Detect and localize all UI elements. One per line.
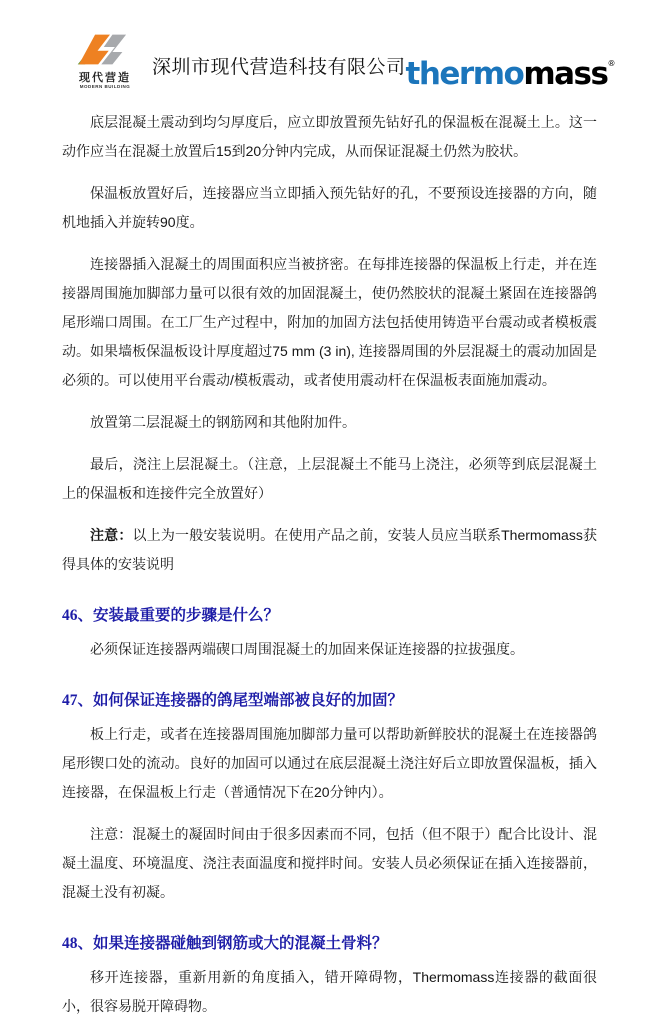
intro-paragraph: 底层混凝土震动到均匀厚度后，应立即放置预先钻好孔的保温板在混凝土上。这一动作应当在混凝土放置后15到20分钟内完成，从而保证混凝土仍然为胶状。 xyxy=(62,114,597,159)
question-heading-47: 47、如何保证连接器的鸽尾型端部被良好的加固？ xyxy=(62,692,404,709)
question-heading-48: 48、如果连接器碰触到钢筋或大的混凝土骨料？ xyxy=(62,935,388,952)
intro-paragraph: 最后，浇注上层混凝土。（注意，上层混凝土不能马上浇注，必须等到底层混凝土上的保温板和连接件完全放置好） xyxy=(62,456,597,501)
intro-paragraph: 保温板放置好后，连接器应当立即插入预先钻好的孔，不要预设连接器的方向，随机地插入并旋转90度。 xyxy=(62,185,597,230)
answer-48 xyxy=(62,963,597,1021)
answer-paragraph: 板上行走，或者在连接器周围施加脚部力量可以帮助新鲜胶状的混凝土在连接器鸽尾形锲口处的流动。良好的加固可以通过在底层混凝土浇注好后立即放置保温板，插入连接器，在保温板上行走（普通情况下在20分钟内）。 xyxy=(62,726,597,800)
qa-section-47 xyxy=(62,690,597,907)
question-heading-46: 46、安装最重要的步骤是什么？ xyxy=(62,607,280,624)
note-text: 以上为一般安装说明。在使用产品之前，安装人员应当联系Thermomass获得具体的安装说明 xyxy=(62,527,597,572)
answer-paragraph: 移开连接器，重新用新的角度插入，错开障碍物，Thermomass连接器的截面很小，很容易脱开障碍物。 xyxy=(62,969,597,1014)
company-logo xyxy=(62,32,148,90)
answer-47 xyxy=(62,720,597,907)
thermomass-wordmark xyxy=(406,48,616,90)
answer-paragraph: 必须保证连接器两端碶口周围混凝土的加固来保证连接器的拉拔强度。 xyxy=(90,641,524,657)
qa-section-48 xyxy=(62,933,597,1021)
document-header xyxy=(62,30,616,102)
note-label: 注意： xyxy=(90,527,133,543)
logo-brand-english: MODERN BUILDING xyxy=(79,84,131,89)
company-name: 深圳市现代营造科技有限公司 xyxy=(152,57,406,78)
intro-paragraph: 放置第二层混凝土的钢筋网和其他附加件。 xyxy=(90,414,356,430)
qa-section-46 xyxy=(62,605,597,664)
wordmark-thermo: thermo xyxy=(405,56,524,92)
document-body xyxy=(62,108,597,1021)
answer-46 xyxy=(62,635,597,664)
logo-brand-chinese: 现代营造 xyxy=(79,72,131,84)
intro-note-paragraph xyxy=(62,521,597,579)
modern-building-logo-icon xyxy=(74,32,136,72)
intro-paragraph: 连接器插入混凝土的周围面积应当被挤密。在每排连接器的保温板上行走，并在连接器周围施加脚部力量可以很有效的加固混凝土，使仍然胶状的混凝土紧固在连接器鸽尾形端口周围。在工厂生产过程中，附加的加固方法包括使用铸造平台震动或者模板震动。如果墙板保温板设计厚度超过75 mm (3 in), 连接器周围的外层混凝土的震动加固是必须的。可以使用平台震动/模板震动，或者使用震动杆在保温板表面施加震动。 xyxy=(62,256,597,388)
registered-trademark-symbol: ® xyxy=(607,59,616,68)
answer-paragraph: 注意：混凝土的凝固时间由于很多因素而不同，包括（但不限于）配合比设计、混凝土温度、环境温度、浇注表面温度和搅拌时间。安装人员必须保证在插入连接器前，混凝土没有初凝。 xyxy=(62,826,597,900)
wordmark-mass: mass xyxy=(523,56,608,92)
